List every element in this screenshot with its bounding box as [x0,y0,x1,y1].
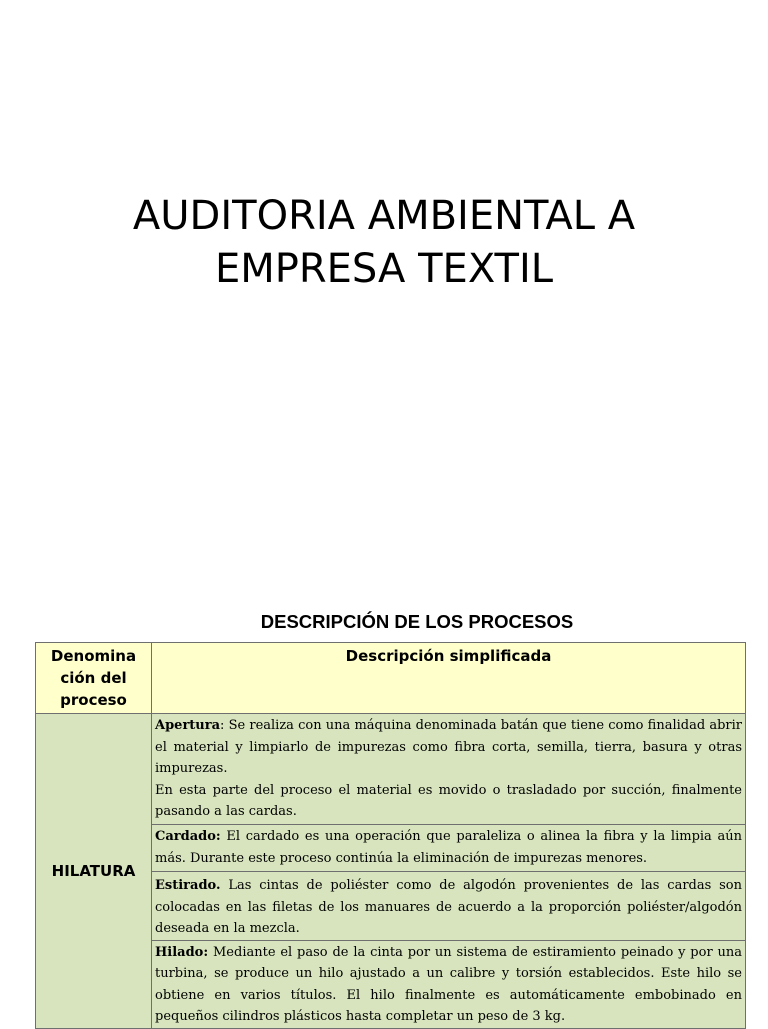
section-heading: DESCRIPCIÓN DE LOS PROCESOS [260,611,574,632]
title-line-1: AUDITORIA AMBIENTAL A [132,193,636,239]
row-hilado-term: Hilado: [155,944,209,960]
table-header-row [36,643,746,714]
row-apertura-text: : Se realiza con una máquina denominada batán que tiene como finalidad abrir el material y limpiarlo de impurezas como fibra corta, semilla, tierra, basura y otras impurezas. [155,718,742,776]
process-table [35,642,746,1029]
row-cardado [152,825,746,872]
row-apertura-para-2: En esta parte del proceso el material es movido o trasladado por succión, finalmente pasando a las cardas. [155,782,742,819]
row-estirado-term: Estirado. [155,878,221,893]
row-cardado-term: Cardado: [155,829,221,844]
header-name-line-2: ción del [60,669,127,687]
row-cardado-text: El cardado es una operación que paraleliza o alinea la fibra y la limpia aún más. Durante este proceso continúa la eliminación de impurezas menores. [155,829,742,866]
row-hilado [152,940,746,1028]
row-apertura-term: Apertura [155,718,221,733]
row-estirado [152,872,746,941]
slide-title [0,190,768,296]
header-name-line-1: Denomina [50,647,137,665]
table-row [36,714,746,825]
group-label-hilatura: HILATURA [36,714,152,1029]
row-apertura [152,714,746,825]
title-line-2: EMPRESA TEXTIL [214,246,554,292]
row-apertura-para-1 [155,715,742,780]
header-name-line-3: proceso [60,691,127,709]
header-process-name [36,643,152,714]
row-estirado-text: Las cintas de poliéster como de algodón provenientes de las cardas son colocadas en las filetas de los manuares de acuerdo a la proporción poliéster/algodón deseada en la mezcla. [155,878,742,936]
row-hilado-text: Mediante el paso de la cinta por un sistema de estiramiento peinado y por una turbina, se produce un hilo ajustado a un calibre y torsión establecidos. Este hilo se obtiene en varios títulos. El hilo finalmente es automáticamente embobinado en pequeños cilindros plásticos hasta completar un peso de 3 kg. [155,944,742,1024]
header-description: Descripción simplificada [152,643,746,714]
